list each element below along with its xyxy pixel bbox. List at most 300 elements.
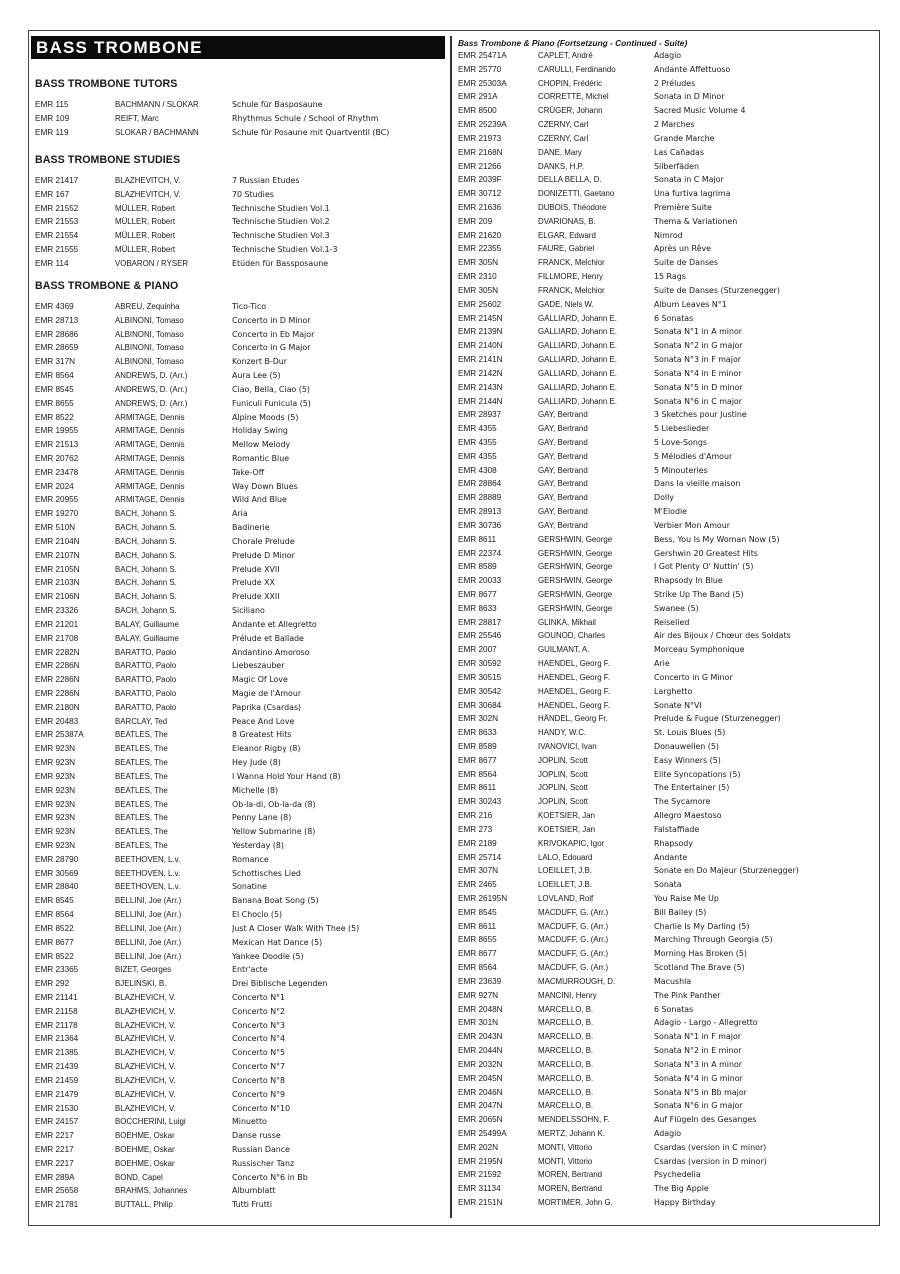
composer-name: BEATLES, The bbox=[115, 827, 168, 837]
catalog-number: EMR 923N bbox=[35, 771, 76, 781]
work-title: Grande Marche bbox=[654, 133, 715, 143]
work-title: Concerto in Eb Major bbox=[232, 329, 315, 339]
catalog-number: EMR 21554 bbox=[35, 231, 79, 241]
composer-name: BOCCHERINI, Luigi bbox=[115, 1117, 186, 1127]
catalog-number: EMR 291A bbox=[458, 92, 498, 102]
catalog-number: EMR 30592 bbox=[458, 659, 502, 669]
composer-name: BACH, Johann S. bbox=[115, 536, 177, 546]
catalog-number: EMR 21439 bbox=[35, 1062, 79, 1072]
catalog-number: EMR 8522 bbox=[35, 412, 74, 422]
work-title: The Pink Panther bbox=[654, 990, 721, 1000]
catalog-number: EMR 19955 bbox=[35, 426, 79, 436]
catalog-number: EMR 927N bbox=[458, 990, 499, 1000]
work-title: Just A Closer Walk With Thee (5) bbox=[232, 923, 360, 933]
section-heading: BASS TROMBONE STUDIES bbox=[35, 154, 181, 166]
composer-name: CAPLET, André bbox=[538, 51, 593, 60]
work-title: 2 Préludes bbox=[654, 78, 696, 88]
catalog-number: EMR 26195N bbox=[458, 894, 508, 904]
catalog-number: EMR 317N bbox=[35, 357, 76, 367]
composer-name: BEATLES, The bbox=[115, 771, 168, 781]
work-title: Bill Bailey (5) bbox=[654, 907, 707, 917]
catalog-number: EMR 923N bbox=[35, 744, 76, 754]
work-title: Aria bbox=[232, 509, 248, 519]
composer-name: BEATLES, The bbox=[115, 730, 168, 740]
column-divider bbox=[450, 36, 452, 1218]
composer-name: DANE, Mary bbox=[538, 147, 582, 157]
composer-name: CARULLI, Ferdinando bbox=[538, 64, 616, 74]
work-title: Scotland The Brave (5) bbox=[654, 963, 745, 973]
composer-name: SLOKAR / BACHMANN bbox=[115, 127, 199, 137]
catalog-number: EMR 202N bbox=[458, 1142, 499, 1152]
composer-name: BUTTALL, Philip bbox=[115, 1200, 173, 1210]
work-title: Bess, You Is My Woman Now (5) bbox=[654, 534, 780, 544]
catalog-number: EMR 22374 bbox=[458, 548, 502, 558]
composer-name: BLAZHEVICH, V. bbox=[115, 1103, 176, 1113]
catalog-number: EMR 4355 bbox=[458, 451, 497, 461]
composer-name: BACH, Johann S. bbox=[115, 606, 177, 616]
composer-name: DVARIONAS, B. bbox=[538, 216, 596, 226]
composer-name: JOPLIN, Scott bbox=[538, 769, 588, 779]
work-title: Schule für Basposaune bbox=[232, 100, 323, 109]
continuation-title: Bass Trombone & Piano (Fortsetzung - Continued - Suite) bbox=[458, 38, 688, 48]
work-title: Csardas (version in C minor) bbox=[654, 1142, 767, 1152]
catalog-number: EMR 119 bbox=[35, 127, 69, 137]
catalog-number: EMR 8522 bbox=[35, 951, 74, 961]
catalog-number: EMR 21385 bbox=[35, 1048, 79, 1058]
work-title: Silberfäden bbox=[654, 161, 699, 171]
catalog-number: EMR 24157 bbox=[35, 1117, 79, 1127]
catalog-number: EMR 8677 bbox=[458, 589, 497, 599]
composer-name: GERSHWIN, George bbox=[538, 548, 613, 558]
catalog-number: EMR 8633 bbox=[458, 728, 497, 738]
composer-name: MERTZ, Johann K. bbox=[538, 1128, 605, 1138]
composer-name: GAY, Bertrand bbox=[538, 465, 588, 475]
work-title: 70 Studies bbox=[232, 189, 274, 199]
composer-name: BIZET, Georges bbox=[115, 965, 172, 975]
work-title: 5 Minouteries bbox=[654, 465, 708, 475]
catalog-number: EMR 302N bbox=[458, 714, 499, 724]
composer-name: BELLINI, Joe (Arr.) bbox=[115, 923, 182, 933]
work-title: Gershwin 20 Greatest Hits bbox=[654, 548, 758, 558]
work-title: Drei Biblische Legenden bbox=[232, 979, 328, 989]
work-title: Romance bbox=[232, 854, 269, 864]
work-title: Sonata N°5 in Bb major bbox=[654, 1087, 747, 1097]
composer-name: BACH, Johann S. bbox=[115, 523, 177, 533]
catalog-number: EMR 2189 bbox=[458, 838, 497, 848]
catalog-number: EMR 2032N bbox=[458, 1059, 503, 1069]
catalog-number: EMR 923N bbox=[35, 758, 76, 768]
catalog-number: EMR 21178 bbox=[35, 1020, 78, 1030]
work-title: Mellow Melody bbox=[232, 440, 291, 450]
composer-name: DELLA BELLA, D. bbox=[538, 175, 602, 185]
composer-name: LOEILLET, J.B. bbox=[538, 866, 592, 876]
composer-name: MACDUFF, G. (Arr.) bbox=[538, 935, 609, 945]
catalog-number: EMR 28889 bbox=[458, 493, 502, 503]
catalog-number: EMR 109 bbox=[35, 113, 70, 123]
catalog-number: EMR 305N bbox=[458, 285, 499, 295]
composer-name: GERSHWIN, George bbox=[538, 603, 613, 613]
composer-name: HANDY, W.C. bbox=[538, 728, 587, 738]
work-title: Andantino Amoroso bbox=[232, 647, 310, 657]
composer-name: FAURE, Gabriel bbox=[538, 244, 595, 254]
catalog-number: EMR 8633 bbox=[458, 603, 497, 613]
catalog-number: EMR 114 bbox=[35, 258, 69, 268]
composer-name: BLAZHEVICH, V. bbox=[115, 993, 176, 1002]
composer-name: BARATTO, Paolo bbox=[115, 661, 177, 671]
composer-name: HAENDEL, Georg F. bbox=[538, 700, 610, 710]
work-title: Strike Up The Band (5) bbox=[654, 589, 744, 599]
work-title: 6 Sonatas bbox=[654, 313, 694, 323]
composer-name: MARCELLO, B. bbox=[538, 1018, 594, 1028]
composer-name: ELGAR, Edward bbox=[538, 230, 596, 240]
work-title: Concerto N°1 bbox=[232, 993, 286, 1002]
work-title: Una furtiva lagrima bbox=[654, 189, 731, 199]
catalog-number: EMR 2286N bbox=[35, 675, 80, 685]
catalog-number: EMR 28864 bbox=[458, 479, 502, 489]
composer-name: MACDUFF, G. (Arr.) bbox=[538, 907, 609, 917]
work-title: Take-Off bbox=[232, 467, 265, 477]
catalog-number: EMR 25387A bbox=[35, 730, 84, 740]
catalog-number: EMR 21555 bbox=[35, 245, 79, 255]
catalog-number: EMR 2141N bbox=[458, 355, 503, 365]
work-title: Russischer Tanz bbox=[232, 1158, 295, 1168]
catalog-number: EMR 25658 bbox=[35, 1186, 79, 1196]
composer-name: MENDELSSOHN, F. bbox=[538, 1115, 610, 1125]
composer-name: BLAZHEVICH, V. bbox=[115, 1048, 176, 1058]
catalog-number: EMR 2465 bbox=[458, 880, 497, 890]
work-title: Sonata bbox=[654, 880, 682, 890]
composer-name: GALLIARD, Johann E. bbox=[538, 396, 617, 406]
work-title: Schule für Posaune mit Quartventil (BC) bbox=[232, 127, 390, 137]
composer-name: ALBINONI, Tomaso bbox=[115, 315, 184, 325]
catalog-number: EMR 2282N bbox=[35, 647, 80, 657]
composer-name: HAENDEL, Georg F. bbox=[538, 686, 610, 696]
work-title: Rhapsody bbox=[654, 838, 693, 848]
work-title: Sonate N°VI bbox=[654, 700, 702, 710]
composer-name: GALLIARD, Johann E. bbox=[538, 327, 617, 337]
work-title: Michelle (8) bbox=[232, 785, 279, 795]
catalog-number: EMR 923N bbox=[35, 827, 76, 837]
composer-name: BARATTO, Paolo bbox=[115, 688, 177, 698]
composer-name: BLAZHEVICH, V. bbox=[115, 1075, 176, 1085]
work-title: Sonata N°2 in G major bbox=[654, 341, 743, 351]
work-title: Allegro Maestoso bbox=[654, 811, 722, 821]
catalog-number: EMR 923N bbox=[35, 799, 76, 809]
work-title: Siciliano bbox=[232, 606, 265, 616]
composer-name: FILLMORE, Henry bbox=[538, 272, 603, 282]
composer-name: BLAZHEVITCH, V. bbox=[115, 176, 181, 185]
catalog-number: EMR 167 bbox=[35, 189, 70, 199]
work-title: Sacred Music Volume 4 bbox=[654, 106, 746, 116]
work-title: Rhapsody In Blue bbox=[654, 576, 723, 586]
work-title: Happy Birthday bbox=[654, 1198, 716, 1208]
composer-name: BACH, Johann S. bbox=[115, 509, 177, 519]
catalog-number: EMR 21201 bbox=[35, 619, 79, 629]
work-title: Concerto N°8 bbox=[232, 1075, 286, 1085]
catalog-number: EMR 8545 bbox=[458, 907, 497, 917]
work-title: Chorale Prelude bbox=[232, 536, 295, 546]
work-title: Album Leaves N°1 bbox=[654, 299, 727, 309]
catalog-number: EMR 2151N bbox=[458, 1198, 503, 1208]
work-title: Holiday Swing bbox=[232, 426, 288, 436]
work-title: Magic Of Love bbox=[232, 675, 288, 685]
work-title: Yankee Doodle (5) bbox=[232, 951, 304, 961]
composer-name: MACDUFF, G. (Arr.) bbox=[538, 949, 609, 959]
catalog-number: EMR 8545 bbox=[35, 384, 74, 394]
work-title: Banana Boat Song (5) bbox=[232, 896, 319, 906]
catalog-number: EMR 216 bbox=[458, 811, 493, 821]
composer-name: BEATLES, The bbox=[115, 799, 168, 809]
catalog-number: EMR 2217 bbox=[35, 1131, 74, 1141]
catalog-number: EMR 2145N bbox=[458, 313, 503, 323]
work-title: The Entertainer (5) bbox=[654, 783, 730, 793]
catalog-number: EMR 23326 bbox=[35, 606, 79, 616]
catalog-number: EMR 30243 bbox=[458, 797, 502, 807]
catalog-number: EMR 2039F bbox=[458, 175, 502, 185]
composer-name: GAY, Bertrand bbox=[538, 424, 588, 434]
catalog-number: EMR 25303A bbox=[458, 78, 507, 88]
catalog-number: EMR 8611 bbox=[458, 921, 497, 931]
catalog-number: EMR 209 bbox=[458, 216, 493, 226]
page-banner: BASS TROMBONE bbox=[31, 36, 445, 59]
work-title: Las Cañadas bbox=[654, 147, 704, 157]
work-title: Dans la vieille maison bbox=[654, 479, 741, 489]
work-title: Minuetto bbox=[232, 1117, 267, 1127]
catalog-number: EMR 28686 bbox=[35, 329, 79, 339]
catalog-number: EMR 31134 bbox=[458, 1184, 501, 1194]
work-title: Mexican Hat Dance (5) bbox=[232, 937, 323, 947]
composer-name: BLAZHEVICH, V. bbox=[115, 1089, 176, 1099]
catalog-number: EMR 273 bbox=[458, 824, 493, 834]
catalog-number: EMR 21158 bbox=[35, 1006, 78, 1016]
catalog-number: EMR 21973 bbox=[458, 133, 502, 143]
composer-name: BELLINI, Joe (Arr.) bbox=[115, 896, 182, 906]
composer-name: ALBINONI, Tomaso bbox=[115, 357, 184, 367]
catalog-number: EMR 21552 bbox=[35, 203, 79, 213]
work-title: Funiculi Funicula (5) bbox=[232, 398, 311, 408]
work-title: 8 Greatest Hits bbox=[232, 730, 292, 740]
work-title: Concerto N°9 bbox=[232, 1089, 286, 1099]
catalog-number: EMR 2143N bbox=[458, 382, 503, 392]
composer-name: MARCELLO, B. bbox=[538, 1046, 594, 1056]
work-title: 2 Marches bbox=[654, 120, 695, 130]
catalog-number: EMR 2139N bbox=[458, 327, 503, 337]
composer-name: GERSHWIN, George bbox=[538, 576, 613, 586]
work-title: You Raise Me Up bbox=[654, 894, 719, 904]
catalog-number: EMR 23365 bbox=[35, 965, 79, 975]
composer-name: GAY, Bertrand bbox=[538, 437, 588, 447]
composer-name: ARMITAGE, Dennis bbox=[115, 454, 185, 464]
catalog-number: EMR 2105N bbox=[35, 564, 80, 574]
work-title: Sonata N°5 in D minor bbox=[654, 382, 743, 392]
catalog-number: EMR 2046N bbox=[458, 1087, 503, 1097]
catalog-number: EMR 923N bbox=[35, 840, 76, 850]
composer-name: MARCELLO, B. bbox=[538, 1032, 594, 1042]
work-title: 15 Rags bbox=[654, 272, 686, 282]
work-title: Concerto N°2 bbox=[232, 1006, 286, 1016]
catalog-number: EMR 4369 bbox=[35, 302, 74, 311]
catalog-number: EMR 2144N bbox=[458, 396, 503, 406]
catalog-number: EMR 21636 bbox=[458, 203, 502, 213]
work-title: Tutti Frutti bbox=[232, 1200, 273, 1210]
composer-name: BRAHMS, Johannes bbox=[115, 1186, 188, 1196]
work-title: Sonata in D Minor bbox=[654, 92, 725, 102]
work-title: Technische Studien Vol.3 bbox=[232, 231, 330, 241]
work-title: The Sycamore bbox=[654, 797, 711, 807]
work-title: Rhythmus Schule / School of Rhythm bbox=[232, 113, 379, 123]
composer-name: CRÜGER, Johann bbox=[538, 106, 603, 116]
composer-name: MÜLLER, Robert bbox=[115, 245, 176, 255]
catalog-number: EMR 21781 bbox=[35, 1200, 79, 1210]
work-title: Prelude XX bbox=[232, 578, 275, 588]
composer-name: HÄNDEL, Georg Fr. bbox=[538, 714, 608, 724]
work-title: Ciao, Bella, Ciao (5) bbox=[232, 384, 310, 394]
work-title: 3 Sketches pour Justine bbox=[654, 410, 747, 420]
work-title: 7 Russian Etudes bbox=[232, 176, 300, 185]
composer-name: BELLINI, Joe (Arr.) bbox=[115, 951, 182, 961]
composer-name: BARATTO, Paolo bbox=[115, 702, 177, 712]
catalog-number: EMR 8589 bbox=[458, 742, 497, 751]
composer-name: MOREN, Bertrand bbox=[538, 1170, 603, 1180]
work-title: Concerto N°10 bbox=[232, 1103, 291, 1113]
composer-name: BALAY, Guillaume bbox=[115, 619, 179, 629]
composer-name: VOBARON / RYSER bbox=[115, 258, 189, 268]
work-title: Technische Studien Vol.2 bbox=[232, 217, 330, 227]
catalog-number: EMR 2047N bbox=[458, 1101, 503, 1111]
work-title: Elite Syncopations (5) bbox=[654, 769, 741, 779]
catalog-number: EMR 2140N bbox=[458, 341, 503, 351]
composer-name: GALLIARD, Johann E. bbox=[538, 313, 617, 323]
work-title: Prélude et Ballade bbox=[232, 633, 304, 643]
work-title: Prelude D Minor bbox=[232, 550, 295, 560]
composer-name: BEATLES, The bbox=[115, 785, 168, 795]
section-heading: BASS TROMBONE TUTORS bbox=[35, 78, 178, 90]
work-title: Sonata N°1 in F major bbox=[654, 1032, 742, 1042]
work-title: Macushla bbox=[654, 976, 692, 986]
composer-name: GALLIARD, Johann E. bbox=[538, 368, 617, 378]
catalog-number: EMR 20033 bbox=[458, 576, 502, 586]
composer-name: BEATLES, The bbox=[115, 813, 168, 823]
composer-name: BACH, Johann S. bbox=[115, 550, 177, 560]
work-title: 5 Liebeslieder bbox=[654, 424, 710, 434]
work-title: Paprika (Csardas) bbox=[232, 702, 302, 712]
composer-name: GALLIARD, Johann E. bbox=[538, 341, 617, 351]
work-title: 6 Sonatas bbox=[654, 1004, 694, 1014]
composer-name: FRANCK, Melchior bbox=[538, 258, 605, 268]
composer-name: GAY, Bertrand bbox=[538, 493, 588, 503]
work-title: Verbier Mon Amour bbox=[654, 520, 730, 530]
composer-name: ANDREWS, D. (Arr.) bbox=[115, 398, 188, 408]
catalog-number: EMR 21513 bbox=[35, 440, 79, 450]
composer-name: MACMURROUGH, D. bbox=[538, 976, 616, 986]
work-title: Morning Has Broken (5) bbox=[654, 949, 747, 959]
composer-name: BLAZHEVICH, V. bbox=[115, 1006, 176, 1016]
composer-name: MOREN, Bertrand bbox=[538, 1184, 603, 1194]
composer-name: ARMITAGE, Dennis bbox=[115, 412, 185, 422]
composer-name: IVANOVICI, Ivan bbox=[538, 742, 597, 751]
composer-name: GADE, Niels W. bbox=[538, 299, 594, 309]
catalog-number: EMR 21530 bbox=[35, 1103, 79, 1113]
work-title: Marching Through Georgia (5) bbox=[654, 935, 773, 945]
work-title: Schottisches Lied bbox=[232, 868, 301, 878]
composer-name: BACH, Johann S. bbox=[115, 564, 177, 574]
work-title: Air des Bijoux / Chœur des Soldats bbox=[654, 631, 791, 641]
work-title: Suite de Danses bbox=[654, 258, 719, 268]
catalog-number: EMR 8500 bbox=[458, 106, 497, 116]
composer-name: ANDREWS, D. (Arr.) bbox=[115, 371, 188, 381]
composer-name: BEETHOVEN, L.v. bbox=[115, 868, 181, 878]
catalog-number: EMR 2104N bbox=[35, 536, 80, 546]
work-title: Yellow Submarine (8) bbox=[232, 827, 316, 837]
composer-name: KRIVOKAPIC, Igor bbox=[538, 838, 605, 848]
composer-name: BARCLAY, Ted bbox=[115, 716, 168, 726]
work-title: Sonata N°6 in C major bbox=[654, 396, 742, 406]
catalog-number: EMR 21417 bbox=[35, 176, 79, 185]
catalog-number: EMR 2217 bbox=[35, 1145, 74, 1155]
composer-name: BOEHME, Oskar bbox=[115, 1145, 175, 1155]
work-title: Konzert B-Dur bbox=[232, 357, 288, 367]
catalog-number: EMR 28659 bbox=[35, 343, 79, 353]
composer-name: GALLIARD, Johann E. bbox=[538, 382, 617, 392]
catalog-number: EMR 8655 bbox=[35, 398, 74, 408]
catalog-number: EMR 4308 bbox=[458, 465, 497, 475]
catalog-number: EMR 2065N bbox=[458, 1115, 503, 1125]
catalog-number: EMR 23639 bbox=[458, 976, 502, 986]
catalog-number: EMR 2180N bbox=[35, 702, 80, 712]
work-title: I Wanna Hold Your Hand (8) bbox=[232, 771, 341, 781]
composer-name: MACDUFF, G. (Arr.) bbox=[538, 963, 609, 973]
composer-name: KOETSIER, Jan bbox=[538, 811, 596, 821]
catalog-number: EMR 20762 bbox=[35, 454, 79, 464]
composer-name: BLAZHEVICH, V. bbox=[115, 1020, 176, 1030]
work-title: Suite de Danses (Sturzenegger) bbox=[654, 285, 780, 295]
composer-name: BLAZHEVITCH, V. bbox=[115, 189, 181, 199]
catalog-number: EMR 301N bbox=[458, 1018, 499, 1028]
work-title: Entr'acte bbox=[232, 965, 268, 975]
composer-name: FRANCK, Melchior bbox=[538, 285, 605, 295]
catalog-number: EMR 923N bbox=[35, 813, 76, 823]
catalog-number: EMR 28790 bbox=[35, 854, 79, 864]
catalog-number: EMR 30684 bbox=[458, 700, 502, 710]
work-title: Swanee (5) bbox=[654, 603, 699, 613]
composer-name: ARMITAGE, Dennis bbox=[115, 467, 185, 477]
work-title: Psychedelia bbox=[654, 1170, 701, 1180]
composer-name: REIFT, Marc bbox=[115, 113, 159, 123]
composer-name: BELLINI, Joe (Arr.) bbox=[115, 910, 182, 920]
composer-name: BLAZHEVICH, V. bbox=[115, 1034, 176, 1044]
composer-name: LOEILLET, J.B. bbox=[538, 880, 592, 890]
catalog-number: EMR 30569 bbox=[35, 868, 79, 878]
composer-name: HAENDEL, Georg F. bbox=[538, 672, 610, 682]
composer-name: MANCINI, Henry bbox=[538, 990, 597, 1000]
work-title: Donauwellen (5) bbox=[654, 742, 719, 751]
catalog-number: EMR 19270 bbox=[35, 509, 79, 519]
composer-name: JOPLIN, Scott bbox=[538, 783, 588, 793]
catalog-number: EMR 25546 bbox=[458, 631, 502, 641]
composer-name: ALBINONI, Tomaso bbox=[115, 343, 184, 353]
composer-name: BEATLES, The bbox=[115, 744, 168, 754]
catalog-number: EMR 2044N bbox=[458, 1046, 503, 1056]
composer-name: MARCELLO, B. bbox=[538, 1073, 594, 1083]
work-title: St. Louis Blues (5) bbox=[654, 728, 726, 738]
work-title: Way Down Blues bbox=[232, 481, 298, 491]
composer-name: DONIZETTI, Gaetano bbox=[538, 189, 615, 199]
composer-name: BOEHME, Oskar bbox=[115, 1158, 175, 1168]
work-title: Yesterday (8) bbox=[232, 840, 284, 850]
work-title: Magie de l'Amour bbox=[232, 688, 302, 698]
composer-name: MARCELLO, B. bbox=[538, 1087, 594, 1097]
catalog-number: EMR 8611 bbox=[458, 783, 497, 793]
